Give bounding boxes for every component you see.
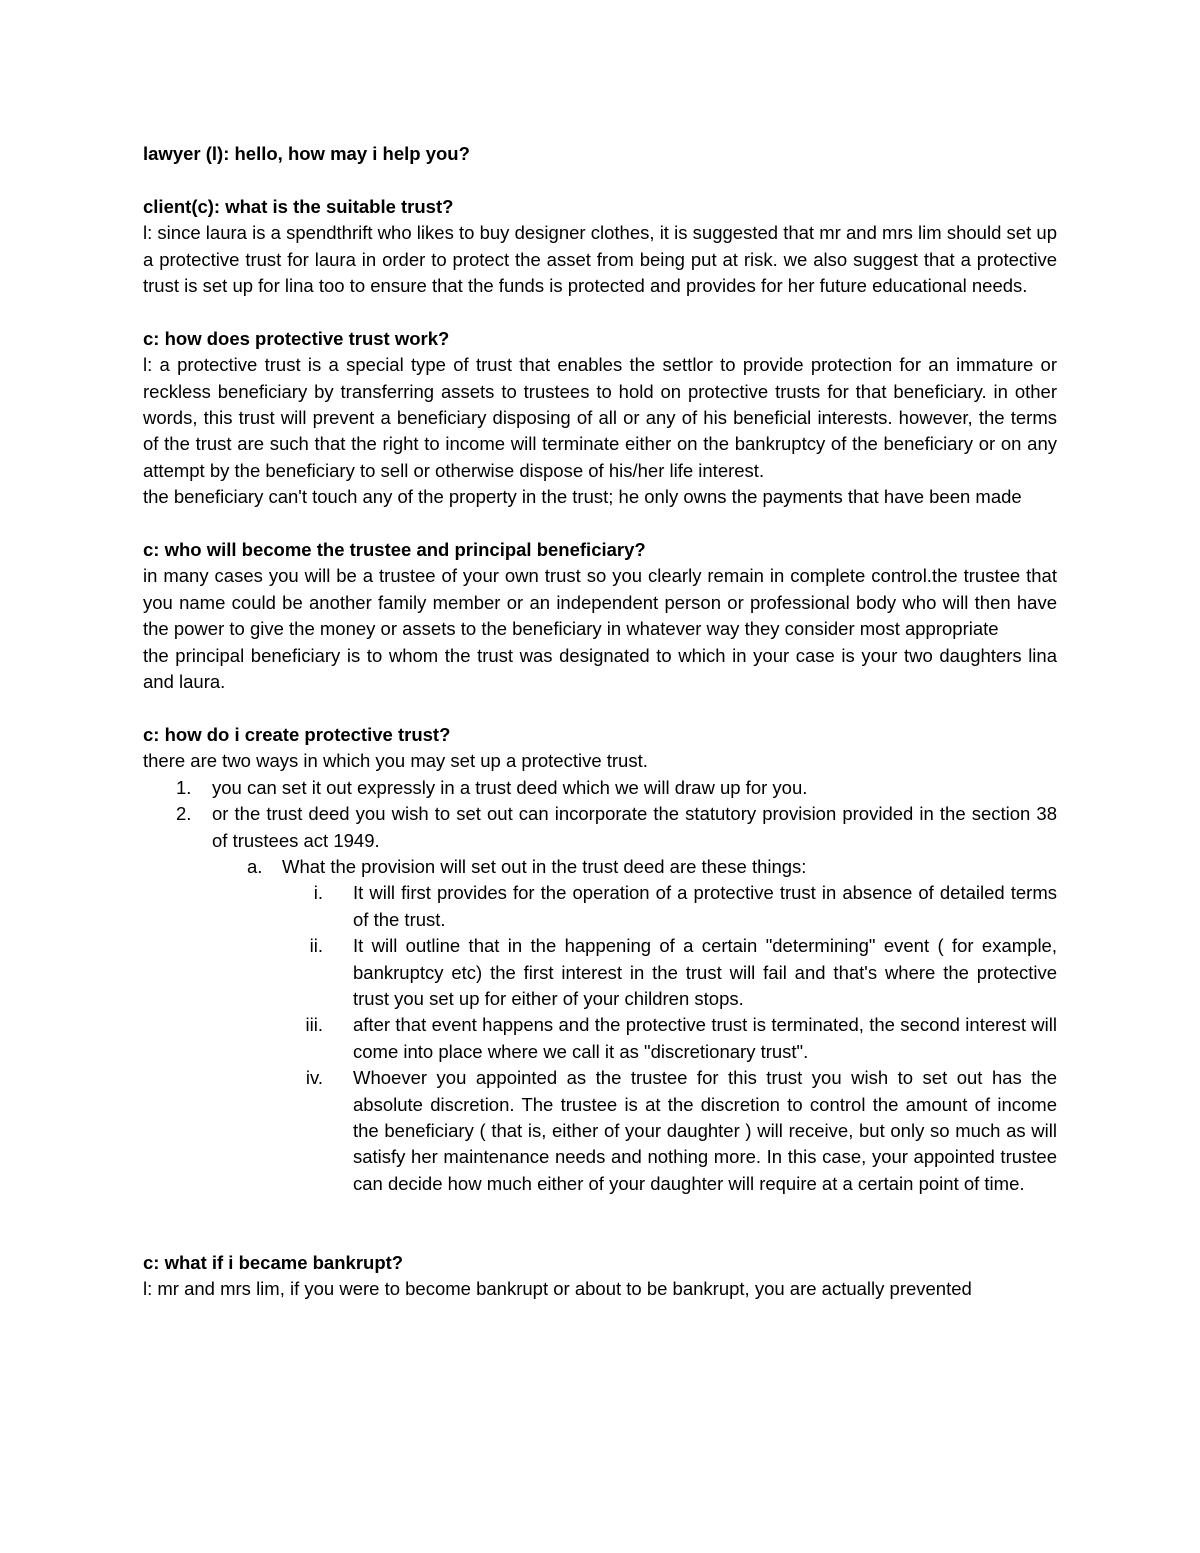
dialogue-answer: in many cases you will be a trustee of your own trust so you clearly remain in complete control.the trustee that you name could be another family member or an independent person or professional body who will then have the power to give the money or assets to the beneficiary in whatever way they consider most appropriate	[143, 565, 1057, 640]
dialogue-question: c: what if i became bankrupt?	[143, 1251, 404, 1273]
dialogue-question: lawyer (l): hello, how may i help you?	[143, 143, 470, 164]
list-marker: iv.	[305, 1067, 323, 1089]
list-item-text: Whoever you appointed as the trustee for this trust you wish to set out has the absolute discretion. The trustee is at the discretion to control the amount of income the beneficiary ( that is, either of your daughter ) will receive, but only so much as will satisfy her maintenance needs and nothing more. In this case, your appointed trustee can decide how much either of your daughter will require at a certain point of time.	[353, 1067, 1057, 1194]
list-marker: ii.	[309, 935, 323, 957]
dialogue-answer: l: since laura is a spendthrift who likes to buy designer clothes, it is suggested that mr and mrs lim should set up a protective trust for laura in order to protect the asset from being put at risk. we also suggest that a protective trust is set up for lina too to ensure that the funds is protected and provides for her future educational needs.	[143, 222, 1057, 297]
list-item-text: after that event happens and the protective trust is terminated, the second interest will come into place where we call it as "discretionary trust".	[353, 1014, 1057, 1062]
dialogue-question: c: who will become the trustee and principal beneficiary?	[143, 539, 646, 561]
roman-list-item	[143, 1012, 1057, 1065]
dialogue-answer: there are two ways in which you may set up a protective trust.	[143, 750, 648, 772]
roman-list-item	[143, 933, 1057, 1012]
lettered-list-item	[143, 854, 1057, 880]
roman-list-item	[143, 880, 1057, 933]
list-item-text: or the trust deed you wish to set out can incorporate the statutory provision provided in the section 38 of trustees act 1949.	[212, 803, 1057, 851]
list-item-text: It will outline that in the happening of a certain "determining" event ( for example, bankruptcy etc) the first interest in the trust will fail and that's where the protective trust you set up for either of your children stops.	[353, 935, 1057, 1009]
list-marker: a.	[247, 855, 263, 877]
dialogue-answer: the beneficiary can't touch any of the property in the trust; he only owns the payments that have been made	[143, 486, 1022, 508]
list-marker: 1.	[176, 776, 192, 798]
dialogue-question: c: how does protective trust work?	[143, 327, 450, 349]
numbered-list-item	[143, 801, 1057, 854]
list-marker: iii.	[305, 1014, 323, 1036]
dialogue-question: client(c): what is the suitable trust?	[143, 195, 454, 217]
numbered-list-item	[143, 775, 1057, 801]
list-item-text: What the provision will set out in the trust deed are these things:	[282, 855, 807, 877]
dialogue-answer: l: mr and mrs lim, if you were to become bankrupt or about to be bankrupt, you are actually prevented	[143, 1278, 972, 1300]
list-item-text: It will first provides for the operation of a protective trust in absence of detailed terms of the trust.	[353, 882, 1057, 930]
document-page	[143, 141, 1057, 1303]
dialogue-answer: the principal beneficiary is to whom the trust was designated to which in your case is your two daughters lina and laura.	[143, 644, 1057, 693]
roman-list-item	[143, 1065, 1057, 1197]
list-item-text: you can set it out expressly in a trust deed which we will draw up for you.	[212, 776, 808, 798]
list-marker: i.	[313, 882, 323, 904]
list-marker: 2.	[176, 803, 192, 825]
dialogue-answer: l: a protective trust is a special type of trust that enables the settlor to provide protection for an immature or reckless beneficiary by transferring assets to trustees to hold on protective trusts for that beneficiary. in other words, this trust will prevent a beneficiary disposing of all or any of his beneficial interests. however, the terms of the trust are such that the right to income will terminate either on the bankruptcy of the beneficiary or on any attempt by the beneficiary to sell or otherwise dispose of his/her life interest.	[143, 354, 1057, 481]
dialogue-question: c: how do i create protective trust?	[143, 723, 451, 745]
